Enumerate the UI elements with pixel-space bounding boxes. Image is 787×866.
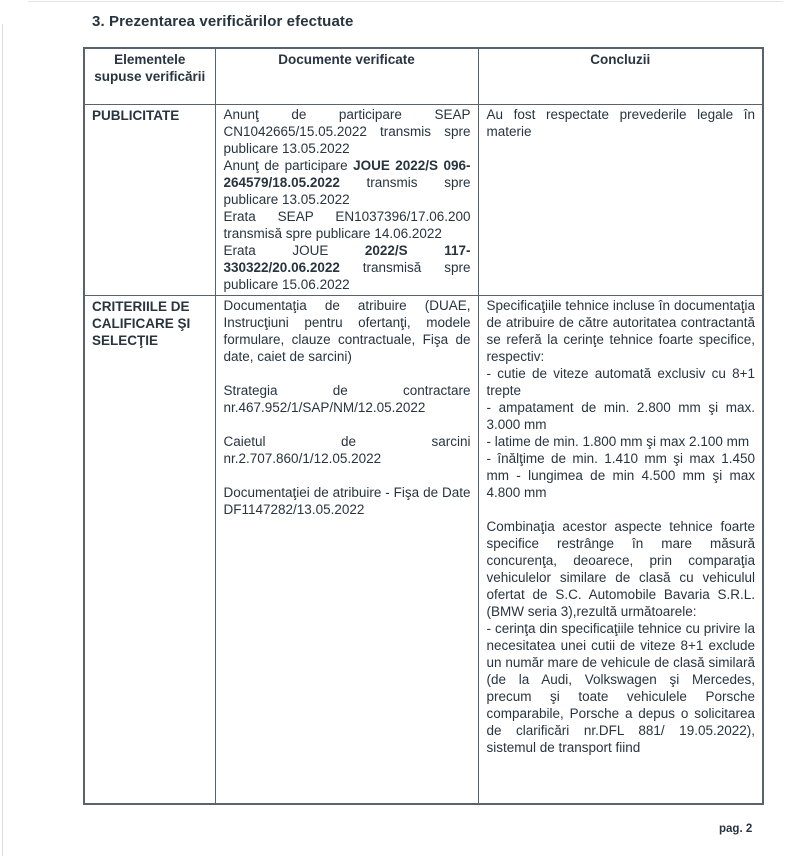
text-run: transmis spre publicare 13.05.2022 <box>223 174 471 207</box>
paragraph <box>487 365 756 399</box>
text-run: - cutie de viteze automată exclusiv cu 8+1 trepte <box>486 365 755 398</box>
text-run: Erata JOUE <box>223 242 365 258</box>
text-run: Anunţ de participare <box>223 157 354 173</box>
blank-line <box>224 467 471 484</box>
paragraph <box>487 297 756 365</box>
paragraph <box>487 106 756 140</box>
table-row-publicitate <box>84 104 763 295</box>
text-run: Combinaţia acestor aspecte tehnice foarte specifice restrânge în mare măsură concurenţa, deoarece, prin comparaţia vehiculelor similare de clasă cu vehiculul ofertat de S.C. Automobile Bavaria S.R.L. (BMW seria 3),rezultă următoarele: <box>486 518 755 619</box>
paragraph <box>224 106 471 157</box>
text-run: 2022/S 117-330322/20.06.2022 <box>223 242 471 275</box>
text-run: - latime de min. 1.800 mm şi max 2.100 mm <box>486 433 750 449</box>
header-documents-verified: Documente verificate <box>215 48 478 104</box>
header-elements-subject-to-verification: Elementele supuse verificării <box>84 48 215 104</box>
text-run: Au fost respectate prevederile legale în materie <box>486 106 755 139</box>
paragraph <box>224 433 471 467</box>
paragraph <box>224 242 471 293</box>
documents-cell-publicitate <box>215 104 478 295</box>
table-row-criteriile <box>84 295 763 804</box>
row-label-publicitate: PUBLICITATE <box>84 104 215 295</box>
paragraph <box>487 450 756 501</box>
scan-edge-artifact-left <box>2 24 3 856</box>
scan-edge-artifact-top <box>28 1 783 2</box>
paragraph <box>487 433 756 450</box>
paragraph <box>224 297 471 365</box>
text-run: transmisă spre publicare 15.06.2022 <box>223 259 471 292</box>
blank-line <box>224 365 471 382</box>
documents-cell-criteriile <box>215 295 478 804</box>
text-run: Documentaţia de atribuire (DUAE, Instrucţiuni pentru ofertanţi, modele formulare, clauze contractuale, Fişa de date, caiet de sarcini) <box>223 297 471 364</box>
blank-line <box>224 416 471 433</box>
paragraph <box>224 208 471 242</box>
text-run: Strategia de contractare nr.467.952/1/SAP/NM/12.05.2022 <box>223 382 471 415</box>
table-header-row <box>84 48 763 104</box>
blank-line <box>487 501 756 518</box>
text-run: - ampatament de min. 2.800 mm şi max. 3.000 mm <box>486 399 755 432</box>
text-run: JOUE 2022/S 096-264579/18.05.2022 <box>223 157 471 190</box>
text-run: Anunţ de participare SEAP CN1042665/15.05.2022 transmis spre publicare 13.05.2022 <box>223 106 471 156</box>
paragraph <box>487 518 756 620</box>
paragraph <box>487 620 756 756</box>
section-title: 3. Prezentarea verificărilor efectuate <box>92 13 354 30</box>
text-run: - cerinţa din specificaţiile tehnice cu privire la necesitatea unei cutii de viteze 8+1 exclude un număr mare de vehicule de clasă similară (de la Audi, Volkswagen şi Mercedes, precum şi toate vehiculele Porsche comparabile, Porsche a depus o solicitarea de clarificări nr.DFL 881/ 19.05.2022), sistemul de transport fiind <box>486 620 755 755</box>
page-number: pag. 2 <box>719 823 753 835</box>
text-run: Caietul de sarcini nr.2.707.860/1/12.05.2022 <box>223 433 471 466</box>
row-label-criteriile: CRITERIILE DE CALIFICARE ŞI SELECŢIE <box>84 295 215 804</box>
conclusions-cell-criteriile <box>478 295 763 804</box>
paragraph <box>224 484 471 518</box>
header-conclusions: Concluzii <box>478 48 763 104</box>
paragraph <box>224 382 471 416</box>
text-run: Documentaţiei de atribuire - Fişa de Date DF1147282/13.05.2022 <box>223 484 471 517</box>
text-run: Erata SEAP EN1037396/17.06.200 transmisă spre publicare 14.06.2022 <box>223 208 471 241</box>
verification-table <box>83 47 764 805</box>
paragraph <box>487 399 756 433</box>
conclusions-cell-publicitate <box>478 104 763 295</box>
text-run: Specificaţiile tehnice incluse în documentaţia de atribuire de către autoritatea contractantă se referă la cerinţe tehnice foarte specifice, respectiv: <box>486 297 755 364</box>
text-run: - înălţime de min. 1.410 mm şi max 1.450 mm - lungimea de min 4.500 mm şi max 4.800 mm <box>486 450 755 500</box>
paragraph <box>224 157 471 208</box>
